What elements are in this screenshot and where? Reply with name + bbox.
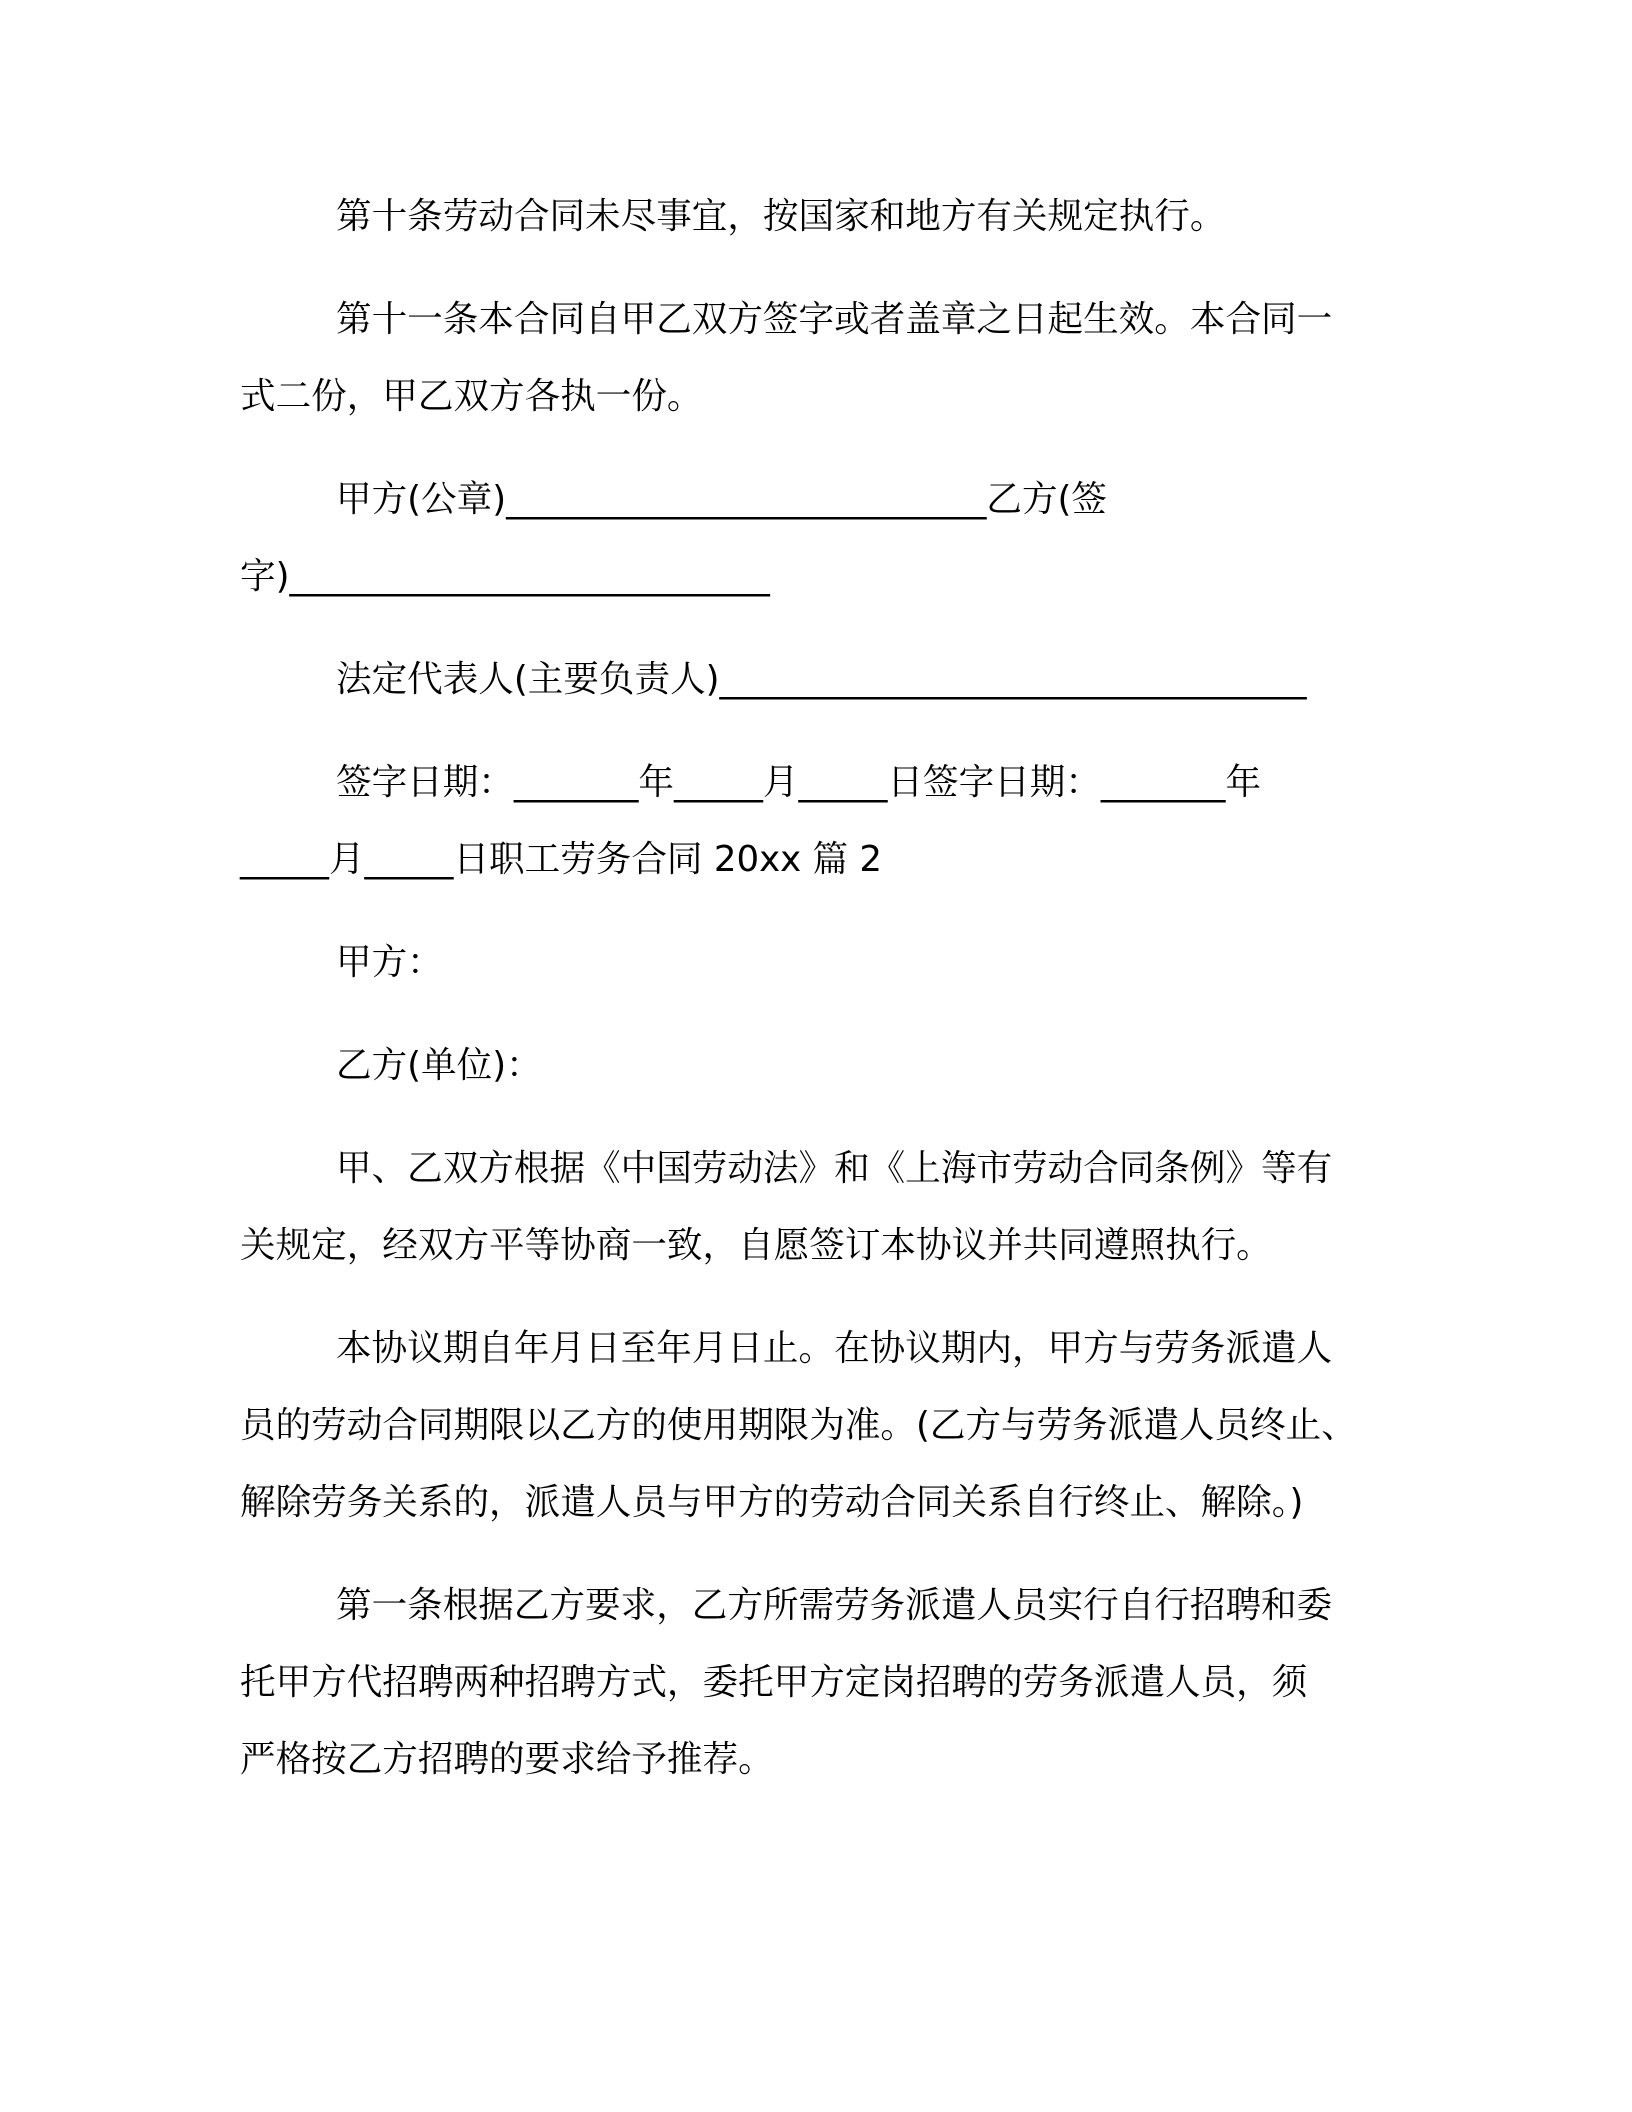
paragraph-article-10	[240, 178, 1392, 255]
text-line: 解除劳务关系的，派遣人员与甲方的劳动合同关系自行终止、解除。)	[240, 1482, 1304, 1523]
paragraph-term	[240, 1310, 1392, 1541]
text-line: 甲方：	[336, 942, 443, 983]
paragraph-sign-dates	[240, 744, 1392, 898]
paragraph-signature-parties	[240, 461, 1392, 615]
text-line: 式二份，甲乙双方各执一份。	[240, 376, 703, 417]
text-line: 本协议期自年月日至年月日止。在协议期内，甲方与劳务派遣人	[336, 1328, 1333, 1369]
text-line: 第十一条本合同自甲乙双方签字或者盖章之日起生效。本合同一	[336, 299, 1333, 340]
text-line: 员的劳动合同期限以乙方的使用期限为准。(乙方与劳务派遣人员终止、	[240, 1405, 1357, 1446]
text-line: 严格按乙方招聘的要求给予推荐。	[240, 1739, 774, 1780]
paragraph-article-11	[240, 281, 1392, 435]
paragraph-party-b	[240, 1027, 1392, 1104]
text-line: 字)___________________________	[240, 556, 770, 597]
text-line: 签字日期：_______年_____月_____日签字日期：_______年	[336, 762, 1262, 803]
text-line: 第一条根据乙方要求，乙方所需劳务派遣人员实行自行招聘和委	[336, 1585, 1333, 1626]
text-line: 甲、乙双方根据《中国劳动法》和《上海市劳动合同条例》等有	[336, 1148, 1333, 1189]
document-body	[240, 178, 1392, 1824]
text-line: 法定代表人(主要负责人)_________________________________	[336, 659, 1307, 700]
paragraph-legal-representative	[240, 641, 1392, 718]
text-line: _____月_____日职工劳务合同 20xx 篇 2	[240, 839, 883, 880]
text-line: 乙方(单位)：	[336, 1045, 542, 1086]
text-line: 甲方(公章)___________________________乙方(签	[336, 479, 1107, 520]
text-line: 关规定，经双方平等协商一致，自愿签订本协议并共同遵照执行。	[240, 1225, 1272, 1266]
paragraph-article-1	[240, 1567, 1392, 1798]
paragraph-party-a	[240, 924, 1392, 1001]
text-line: 第十条劳动合同未尽事宜，按国家和地方有关规定执行。	[336, 196, 1226, 237]
paragraph-preamble	[240, 1130, 1392, 1284]
text-line: 托甲方代招聘两种招聘方式，委托甲方定岗招聘的劳务派遣人员，须	[240, 1662, 1308, 1703]
